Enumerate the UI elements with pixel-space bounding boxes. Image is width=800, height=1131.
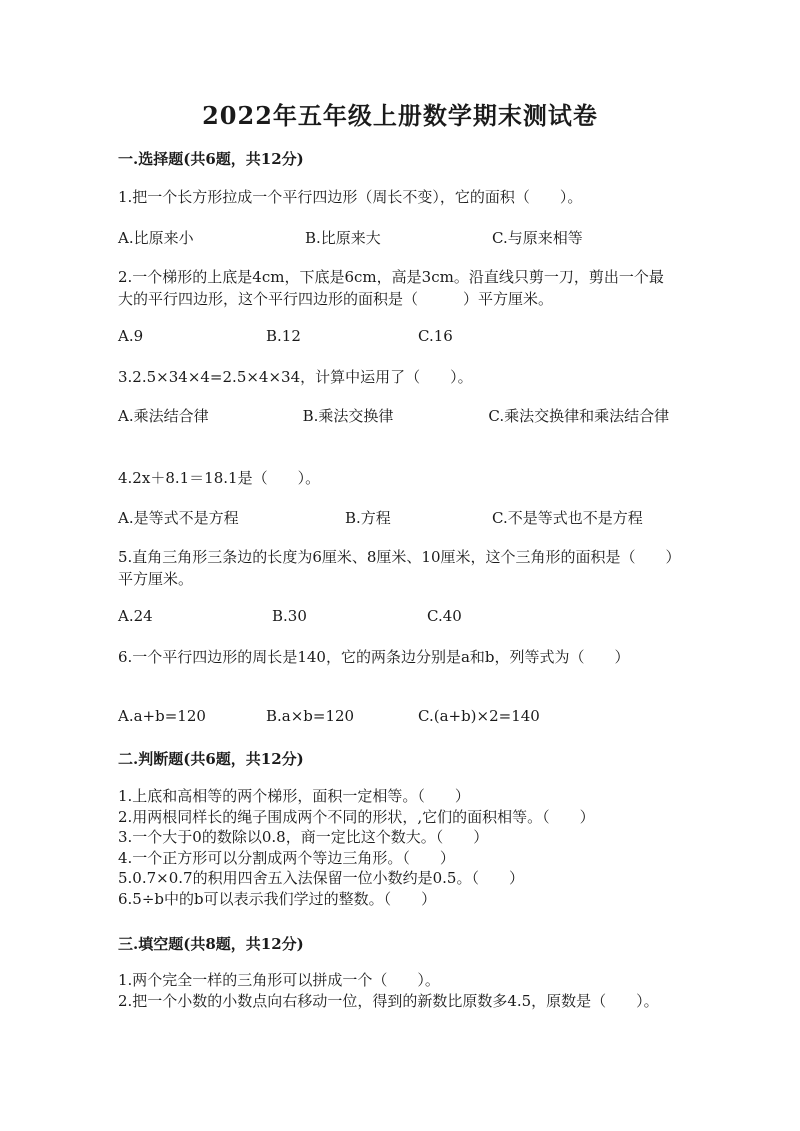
- question-4: 4.2x＋8.1＝18.1是（ ）。: [118, 469, 321, 487]
- judgement-item: 4.一个正方形可以分割成两个等边三角形。（ ）: [118, 848, 455, 867]
- fill-list: [118, 970, 678, 1011]
- fill-item: 2.把一个小数的小数点向右移动一位，得到的新数比原数多4.5，原数是（ ）。: [118, 991, 659, 1010]
- judgement-item: 6.5÷b中的b可以表示我们学过的整数。（ ）: [118, 889, 437, 908]
- option-c: C.不是等式也不是方程: [492, 509, 643, 527]
- option-c: C.与原来相等: [492, 229, 583, 247]
- judgement-list: [118, 786, 678, 909]
- judgement-item: 1.上底和高相等的两个梯形，面积一定相等。（ ）: [118, 787, 470, 805]
- question-5-options: [118, 607, 678, 629]
- question-3: 3.2.5×34×4=2.5×4×34，计算中运用了（ ）。: [118, 368, 473, 386]
- option-c: C.(a+b)×2=140: [418, 707, 540, 725]
- question-5: 5.直角三角形三条边的长度为6厘米、8厘米、10厘米，这个三角形的面积是（ ）平方厘米。: [118, 548, 673, 588]
- fill-item: 1.两个完全一样的三角形可以拼成一个（ ）。: [118, 971, 440, 989]
- section-heading-judgement: 二.判断题(共6题，共12分): [118, 750, 304, 768]
- question-6-options: [118, 707, 678, 729]
- option-b: B.a×b=120: [266, 707, 355, 725]
- option-c: C.40: [427, 607, 462, 625]
- option-a: A.24: [118, 607, 153, 625]
- judgement-item: 5.0.7×0.7的积用四舍五入法保留一位小数约是0.5。（ ）: [118, 869, 524, 887]
- option-a: A.乘法结合律: [118, 407, 209, 425]
- option-a: A.a+b=120: [118, 707, 206, 725]
- option-c: C.16: [418, 327, 453, 345]
- section-heading-fill: 三.填空题(共8题，共12分): [118, 935, 304, 953]
- question-2: 2.一个梯形的上底是4cm，下底是6cm，高是3cm。沿直线只剪一刀，剪出一个最大的平行四边形，这个平行四边形的面积是（ ）平方厘米。: [118, 268, 664, 308]
- option-b: B.方程: [345, 509, 391, 527]
- section-heading-choice: 一.选择题(共6题，共12分): [118, 150, 304, 168]
- question-1-options: [118, 227, 678, 249]
- question-1: 1.把一个长方形拉成一个平行四边形（周长不变），它的面积（ ）。: [118, 188, 583, 206]
- option-b: B.乘法交换律: [302, 407, 394, 425]
- question-2-options: [118, 327, 678, 349]
- option-a: A.比原来小: [118, 229, 194, 247]
- question-6: 6.一个平行四边形的周长是140，它的两条边分别是a和b，列等式为（ ）: [118, 648, 630, 666]
- judgement-item: 3.一个大于0的数除以0.8，商一定比这个数大。（ ）: [118, 828, 489, 846]
- option-c: C.乘法交换律和乘法结合律: [488, 407, 670, 425]
- option-b: B.30: [272, 607, 307, 625]
- question-4-options: [118, 507, 678, 529]
- question-3-options: [118, 405, 678, 427]
- option-b: B.12: [266, 327, 301, 345]
- option-a: A.9: [118, 327, 144, 345]
- judgement-item: 2.用两根同样长的绳子围成两个不同的形状，,它们的面积相等。（ ）: [118, 807, 595, 826]
- option-b: B.比原来大: [305, 229, 381, 247]
- option-a: A.是等式不是方程: [118, 509, 239, 527]
- page-title: 2022年五年级上册数学期末测试卷: [202, 101, 598, 130]
